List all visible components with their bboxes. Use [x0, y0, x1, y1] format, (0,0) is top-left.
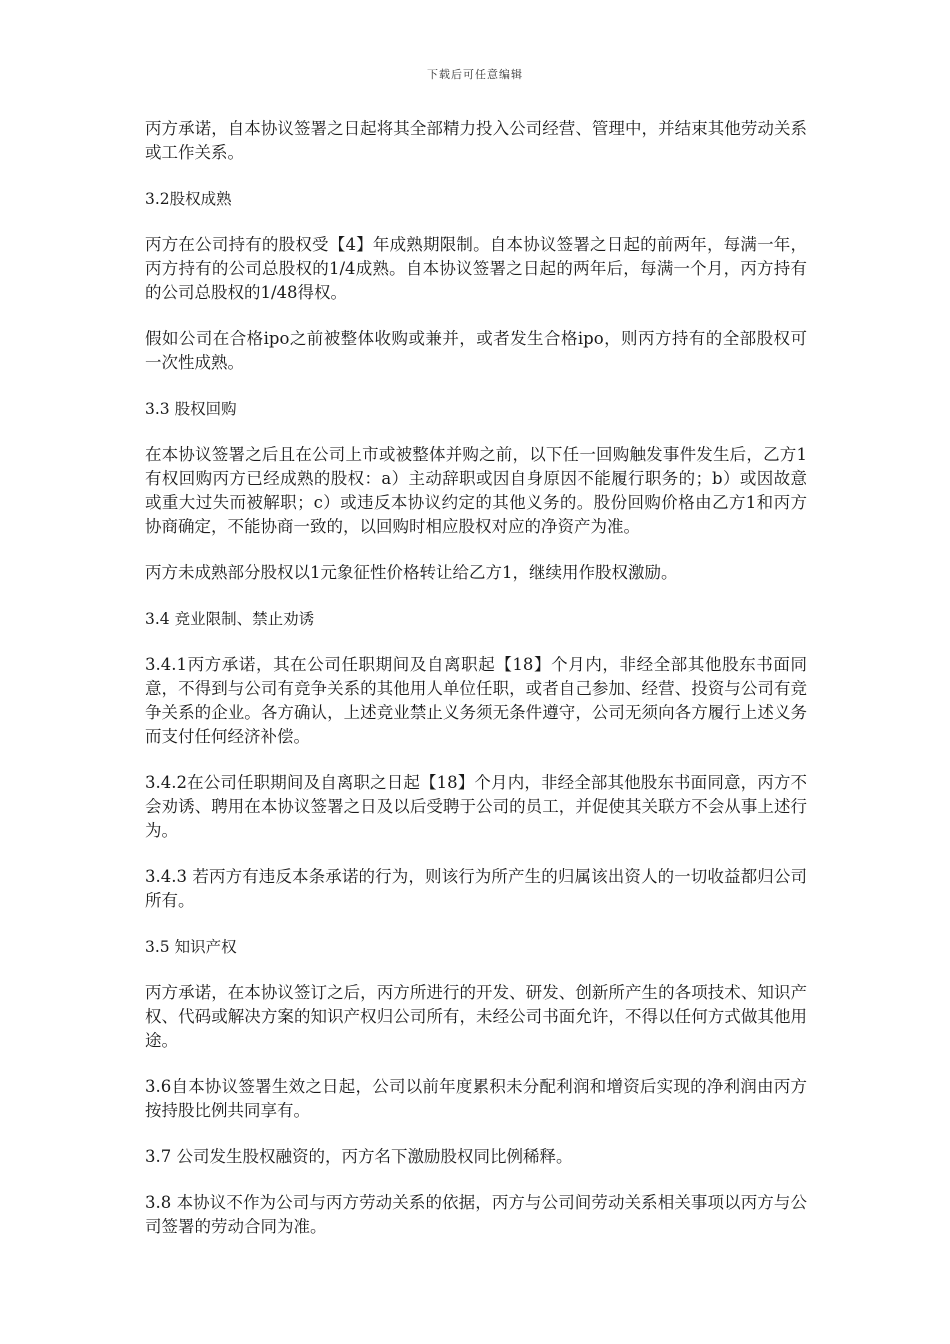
paragraph-3-4-1-non-compete: 3.4.1丙方承诺，其在公司任职期间及自离职起【18】个月内，非经全部其他股东书面同意，不得到与公司有竞争关系的其他用人单位任职，或者自己参加、经营、投资与公司有竞争关系的企业。各方确认，上述竞业禁止义务须无条件遵守，公司无须向各方履行上述义务而支付任何经济补偿。: [145, 655, 807, 746]
paragraph-full-time-commitment: 丙方承诺，自本协议签署之日起将其全部精力投入公司经营、管理中，并结束其他劳动关系或工作关系。: [145, 119, 807, 162]
section-3-4-heading: 3.4 竞业限制、禁止劝诱: [145, 610, 315, 628]
paragraph-3-7-dilution: 3.7 公司发生股权融资的，丙方名下激励股权同比例稀释。: [145, 1147, 573, 1166]
section-3-5-heading: 3.5 知识产权: [145, 938, 237, 956]
paragraph-buyback-triggers: 在本协议签署之后且在公司上市或被整体并购之前，以下任一回购触发事件发生后，乙方1有权回购丙方已经成熟的股权：a）主动辞职或因自身原因不能履行职务的；b）或因故意或重大过失而被解职；c）或违反本协议约定的其他义务的。股份回购价格由乙方1和丙方协商确定，不能协商一致的，以回购时相应股权对应的净资产为准。: [145, 445, 807, 536]
paragraph-3-4-3-breach-proceeds: 3.4.3 若丙方有违反本条承诺的行为，则该行为所产生的归属该出资人的一切收益都归公司所有。: [145, 867, 807, 910]
paragraph-accelerated-vesting: 假如公司在合格ipo之前被整体收购或兼并，或者发生合格ipo，则丙方持有的全部股权可一次性成熟。: [145, 329, 807, 372]
paragraph-ip-ownership: 丙方承诺，在本协议签订之后，丙方所进行的开发、研发、创新所产生的各项技术、知识产权、代码或解决方案的知识产权归公司所有，未经公司书面允许，不得以任何方式做其他用途。: [145, 983, 807, 1050]
document-body: [145, 117, 807, 1261]
paragraph-unvested-transfer: 丙方未成熟部分股权以1元象征性价格转让给乙方1，继续用作股权激励。: [145, 563, 678, 582]
paragraph-3-6-profit-sharing: 3.6自本协议签署生效之日起，公司以前年度累积未分配利润和增资后实现的净利润由丙方按持股比例共同享有。: [145, 1077, 807, 1120]
paragraph-3-8-labor-relation: 3.8 本协议不作为公司与丙方劳动关系的依据，丙方与公司间劳动关系相关事项以丙方与公司签署的劳动合同为准。: [145, 1193, 807, 1236]
page-header: 下载后可任意编辑: [427, 68, 523, 81]
paragraph-3-4-2-non-solicit: 3.4.2在公司任职期间及自离职之日起【18】个月内，非经全部其他股东书面同意，丙方不会劝诱、聘用在本协议签署之日及以后受聘于公司的员工，并促使其关联方不会从事上述行为。: [145, 773, 807, 840]
paragraph-vesting-schedule: 丙方在公司持有的股权受【4】年成熟期限制。自本协议签署之日起的前两年，每满一年，丙方持有的公司总股权的1/4成熟。自本协议签署之日起的两年后，每满一个月，丙方持有的公司总股权的1/48得权。: [145, 235, 807, 302]
section-3-3-heading: 3.3 股权回购: [145, 400, 237, 418]
section-3-2-heading: 3.2股权成熟: [145, 190, 232, 208]
